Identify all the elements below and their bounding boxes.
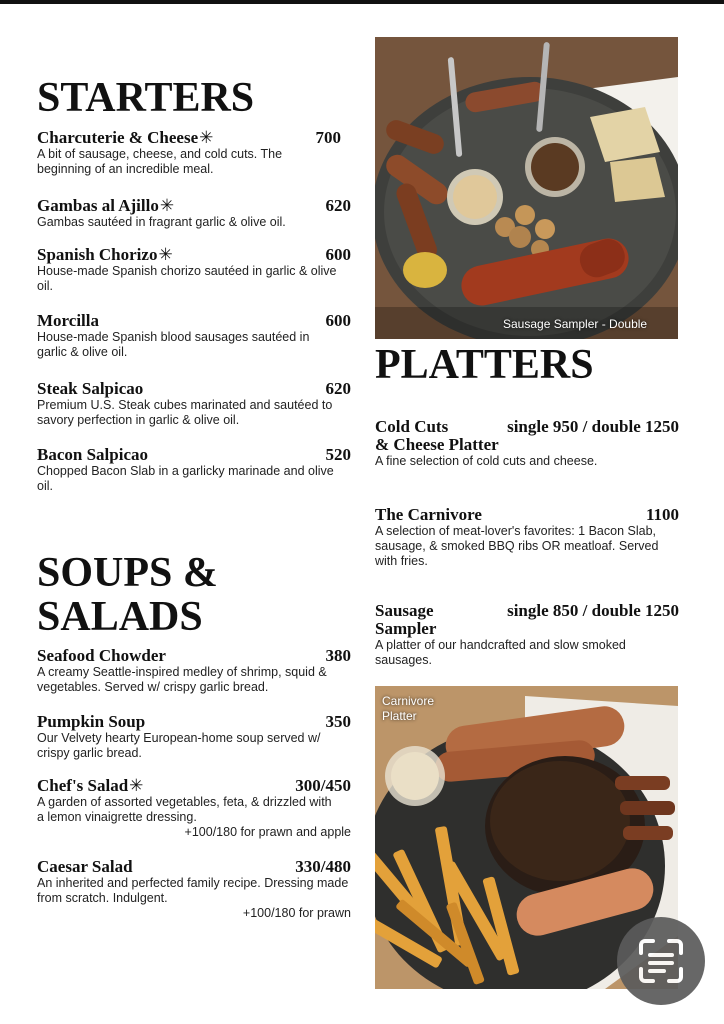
item-description: A creamy Seattle-inspired medley of shrimp, squid & vegetables. Served w/ crispy garlic bread. (37, 665, 327, 694)
photo-caption-line1: Carnivore (382, 694, 435, 708)
scan-text-icon (617, 917, 705, 1005)
menu-item-bacon-salpicao (37, 445, 351, 494)
item-description: Our Velvety hearty European-home soup served w/ crispy garlic bread. (37, 731, 321, 760)
item-name: Spanish Chorizo (37, 245, 158, 264)
item-price: 600 (325, 311, 351, 330)
item-name: Chef's Salad (37, 776, 129, 795)
platter-description: A platter of our handcrafted and slow smoked sausages. (375, 638, 626, 667)
platters-title: PLATTERS (375, 342, 594, 388)
item-price: 620 (325, 196, 351, 215)
sausage-sampler-image (375, 37, 678, 339)
item-price: 520 (325, 445, 351, 464)
item-price: 700 (315, 128, 341, 147)
platter-name-line2: & Cheese Platter (375, 435, 499, 454)
item-name: Seafood Chowder (37, 646, 166, 665)
item-price: 350 (325, 712, 351, 731)
photo-caption-line2: Platter (382, 709, 417, 723)
platter-name-line2: Sampler (375, 619, 437, 638)
menu-item-gambas (37, 196, 351, 230)
top-border (0, 0, 724, 4)
item-price: 620 (325, 379, 351, 398)
chef-star-icon: ✳ (158, 245, 173, 264)
item-name: Caesar Salad (37, 857, 133, 876)
soups-title-line2: SALADS (37, 594, 203, 640)
item-description: An inherited and perfected family recipe. Dressing made from scratch. Indulgent. (37, 876, 349, 905)
platter-sausage-sampler (375, 602, 679, 668)
item-price: 600 (325, 245, 351, 264)
chef-star-icon: ✳ (159, 196, 175, 215)
menu-item-morcilla (37, 311, 351, 360)
platter-name: Cold Cuts (375, 417, 449, 436)
scan-lens-button[interactable] (617, 917, 705, 1005)
chef-star-icon: ✳ (129, 776, 144, 795)
item-description: A bit of sausage, cheese, and cold cuts. The beginning of an incredible meal. (37, 147, 283, 176)
platter-price: single 850 / double 1250 (507, 601, 679, 620)
menu-item-steak-salpicao (37, 379, 351, 428)
menu-item-charcuterie (37, 128, 351, 177)
platter-price: single 950 / double 1250 (507, 417, 679, 436)
item-description: House-made Spanish blood sausages sautéed in garlic & olive oil. (37, 330, 310, 359)
platter-carnivore (375, 506, 679, 569)
item-description: House-made Spanish chorizo sautéed in garlic & olive oil. (37, 264, 337, 293)
item-name: Morcilla (37, 311, 99, 330)
item-price: 380 (325, 646, 351, 665)
soups-salads-title (37, 551, 218, 639)
menu-item-pumpkin-soup (37, 712, 351, 761)
platter-description: A selection of meat-lover's favorites: 1 Bacon Slab, sausage, & smoked BBQ ribs OR meatloaf. Served with fries. (375, 524, 659, 568)
item-description: Chopped Bacon Slab in a garlicky marinade and olive oil. (37, 464, 334, 493)
platter-price: 1100 (645, 505, 679, 524)
platter-name: The Carnivore (375, 505, 482, 524)
photo-caption: Sausage Sampler - Double (503, 317, 648, 331)
sausage-sampler-photo (375, 37, 678, 339)
menu-item-caesar-salad (37, 857, 351, 921)
item-description: A garden of assorted vegetables, feta, & drizzled with a lemon vinaigrette dressing. (37, 795, 332, 824)
item-name: Pumpkin Soup (37, 712, 146, 731)
item-description: Premium U.S. Steak cubes marinated and sautéed to savory perfection in garlic & olive oil. (37, 398, 333, 427)
item-name: Charcuterie & Cheese (37, 128, 199, 147)
photo-caption (382, 694, 434, 724)
item-description: Gambas sautéed in fragrant garlic & olive oil. (37, 215, 286, 229)
menu-item-seafood-chowder (37, 646, 351, 695)
item-price: 300/450 (295, 776, 351, 795)
soups-title-line1: SOUPS & (37, 550, 218, 596)
menu-item-chorizo (37, 245, 351, 294)
platter-description: A fine selection of cold cuts and cheese. (375, 454, 598, 468)
item-price: 330/480 (295, 857, 351, 876)
starters-title: STARTERS (37, 75, 255, 121)
menu-item-chefs-salad (37, 776, 351, 840)
chef-star-icon: ✳ (199, 128, 214, 147)
item-addon: +100/180 for prawn (242, 906, 351, 920)
platter-name: Sausage (375, 601, 434, 620)
item-name: Gambas al Ajillo (37, 196, 159, 215)
item-addon: +100/180 for prawn and apple (184, 825, 351, 839)
item-name: Bacon Salpicao (37, 445, 148, 464)
item-name: Steak Salpicao (37, 379, 144, 398)
platter-cold-cuts (375, 418, 679, 469)
